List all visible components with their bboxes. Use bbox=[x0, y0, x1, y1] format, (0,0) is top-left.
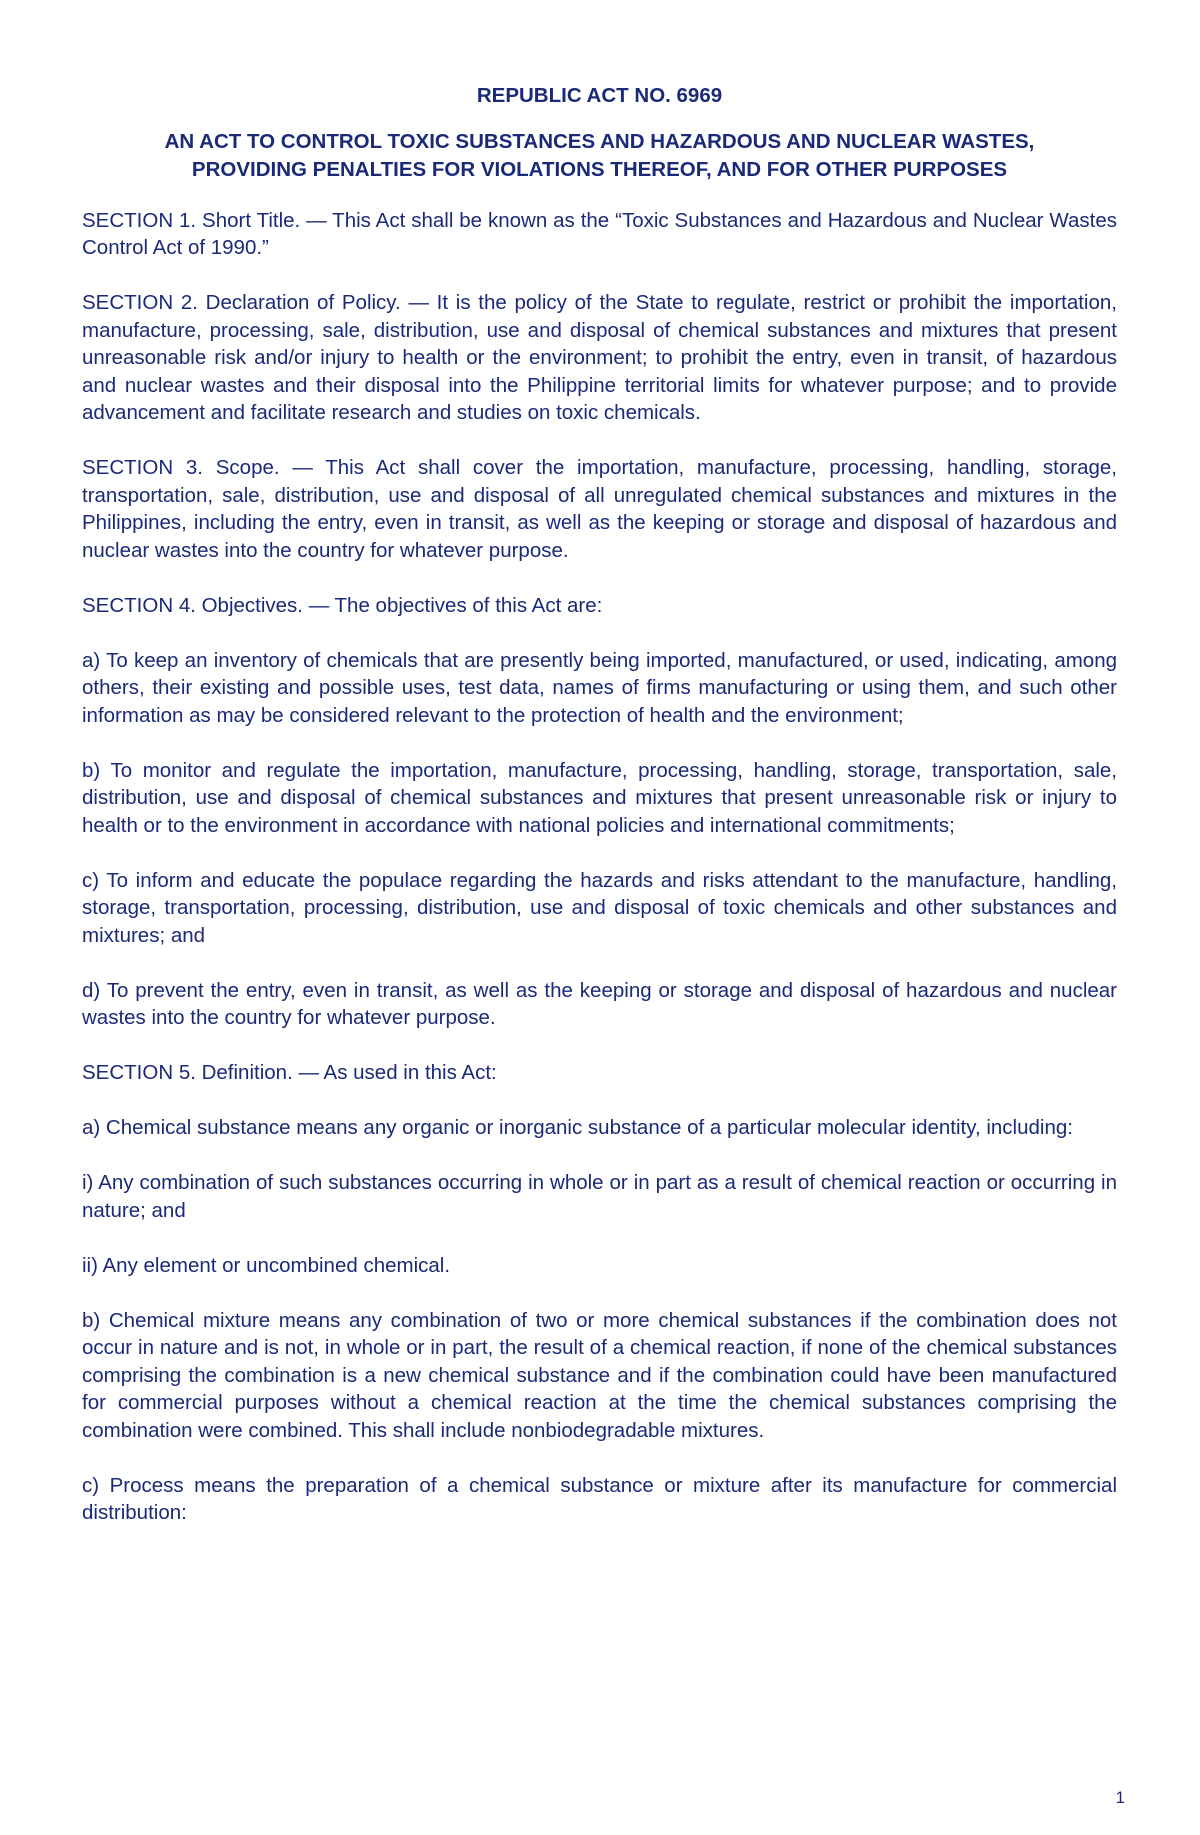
document-body bbox=[82, 82, 1117, 1554]
definition-a-paragraph: a) Chemical substance means any organic or inorganic substance of a particular molecular identity, including: bbox=[82, 1116, 1073, 1139]
section-5-heading: SECTION 5. Definition. — As used in this Act: bbox=[82, 1061, 497, 1084]
section-4-heading: SECTION 4. Objectives. — The objectives of this Act are: bbox=[82, 593, 603, 617]
definition-b-paragraph: b) Chemical mixture means any combination of two or more chemical substances if the combination does not occur in nature and is not, in whole or in part, the result of a chemical reaction, if none of the chemical substances comprising the combination is a new chemical substance and if the combination could have been manufactured for commercial purposes without a chemical reaction at the time the chemical substances comprising the combination were combined. This shall include nonbiodegradable mixtures. bbox=[82, 1308, 1117, 1442]
definition-c-paragraph: c) Process means the preparation of a chemical substance or mixture after its manufacture for commercial distribution: bbox=[82, 1473, 1117, 1524]
objective-a-paragraph: a) To keep an inventory of chemicals that are presently being imported, manufactured, or used, indicating, among others, their existing and possible uses, test data, names of firms manufacturing or using them, and such other information as may be considered relevant to the protection of health and the environment; bbox=[82, 648, 1117, 727]
objective-d-paragraph: d) To prevent the entry, even in transit, as well as the keeping or storage and disposal of hazardous and nuclear wastes into the country for whatever purpose. bbox=[82, 978, 1117, 1029]
objective-b-paragraph: b) To monitor and regulate the importation, manufacture, processing, handling, storage, transportation, sale, distribution, use and disposal of chemical substances and mixtures that present unreasonable risk or injury to health or to the environment in accordance with national policies and international commitments; bbox=[82, 758, 1117, 837]
subtitle-line-1: AN ACT TO CONTROL TOXIC SUBSTANCES AND HAZARDOUS AND NUCLEAR WASTES, bbox=[164, 129, 1035, 153]
section-2-paragraph: SECTION 2. Declaration of Policy. — It is the policy of the State to regulate, restrict or prohibit the importation, manufacture, processing, sale, distribution, use and disposal of chemical substances and mixtures that present unreasonable risk and/or injury to health or the environment; to prohibit the entry, even in transit, of hazardous and nuclear wastes and their disposal into the Philippine territorial limits for whatever purpose; and to provide advancement and facilitate research and studies on toxic chemicals. bbox=[82, 291, 1117, 424]
section-3-paragraph: SECTION 3. Scope. — This Act shall cover the importation, manufacture, processing, handling, storage, transportation, sale, distribution, use and disposal of all unregulated chemical substances and mixtures in the Philippines, including the entry, even in transit, as well as the keeping or storage and disposal of hazardous and nuclear wastes into the country for whatever purpose. bbox=[82, 456, 1117, 562]
document-title: REPUBLIC ACT NO. 6969 bbox=[476, 84, 723, 107]
page-number: 1 bbox=[1115, 1788, 1125, 1807]
section-1-paragraph: SECTION 1. Short Title. — This Act shall be known as the “Toxic Substances and Hazardous and Nuclear Wastes Control Act of 1990.” bbox=[82, 208, 1117, 259]
objective-c-paragraph: c) To inform and educate the populace regarding the hazards and risks attendant to the manufacture, handling, storage, transportation, processing, distribution, use and disposal of toxic chemicals and other substances and mixtures; and bbox=[82, 868, 1117, 947]
definition-a-i-paragraph: i) Any combination of such substances occurring in whole or in part as a result of chemical reaction or occurring in nature; and bbox=[82, 1171, 1117, 1222]
definition-a-ii-paragraph: ii) Any element or uncombined chemical. bbox=[82, 1253, 451, 1277]
subtitle-line-2: PROVIDING PENALTIES FOR VIOLATIONS THEREOF, AND FOR OTHER PURPOSES bbox=[191, 157, 1008, 181]
document-subtitle bbox=[82, 128, 1117, 184]
